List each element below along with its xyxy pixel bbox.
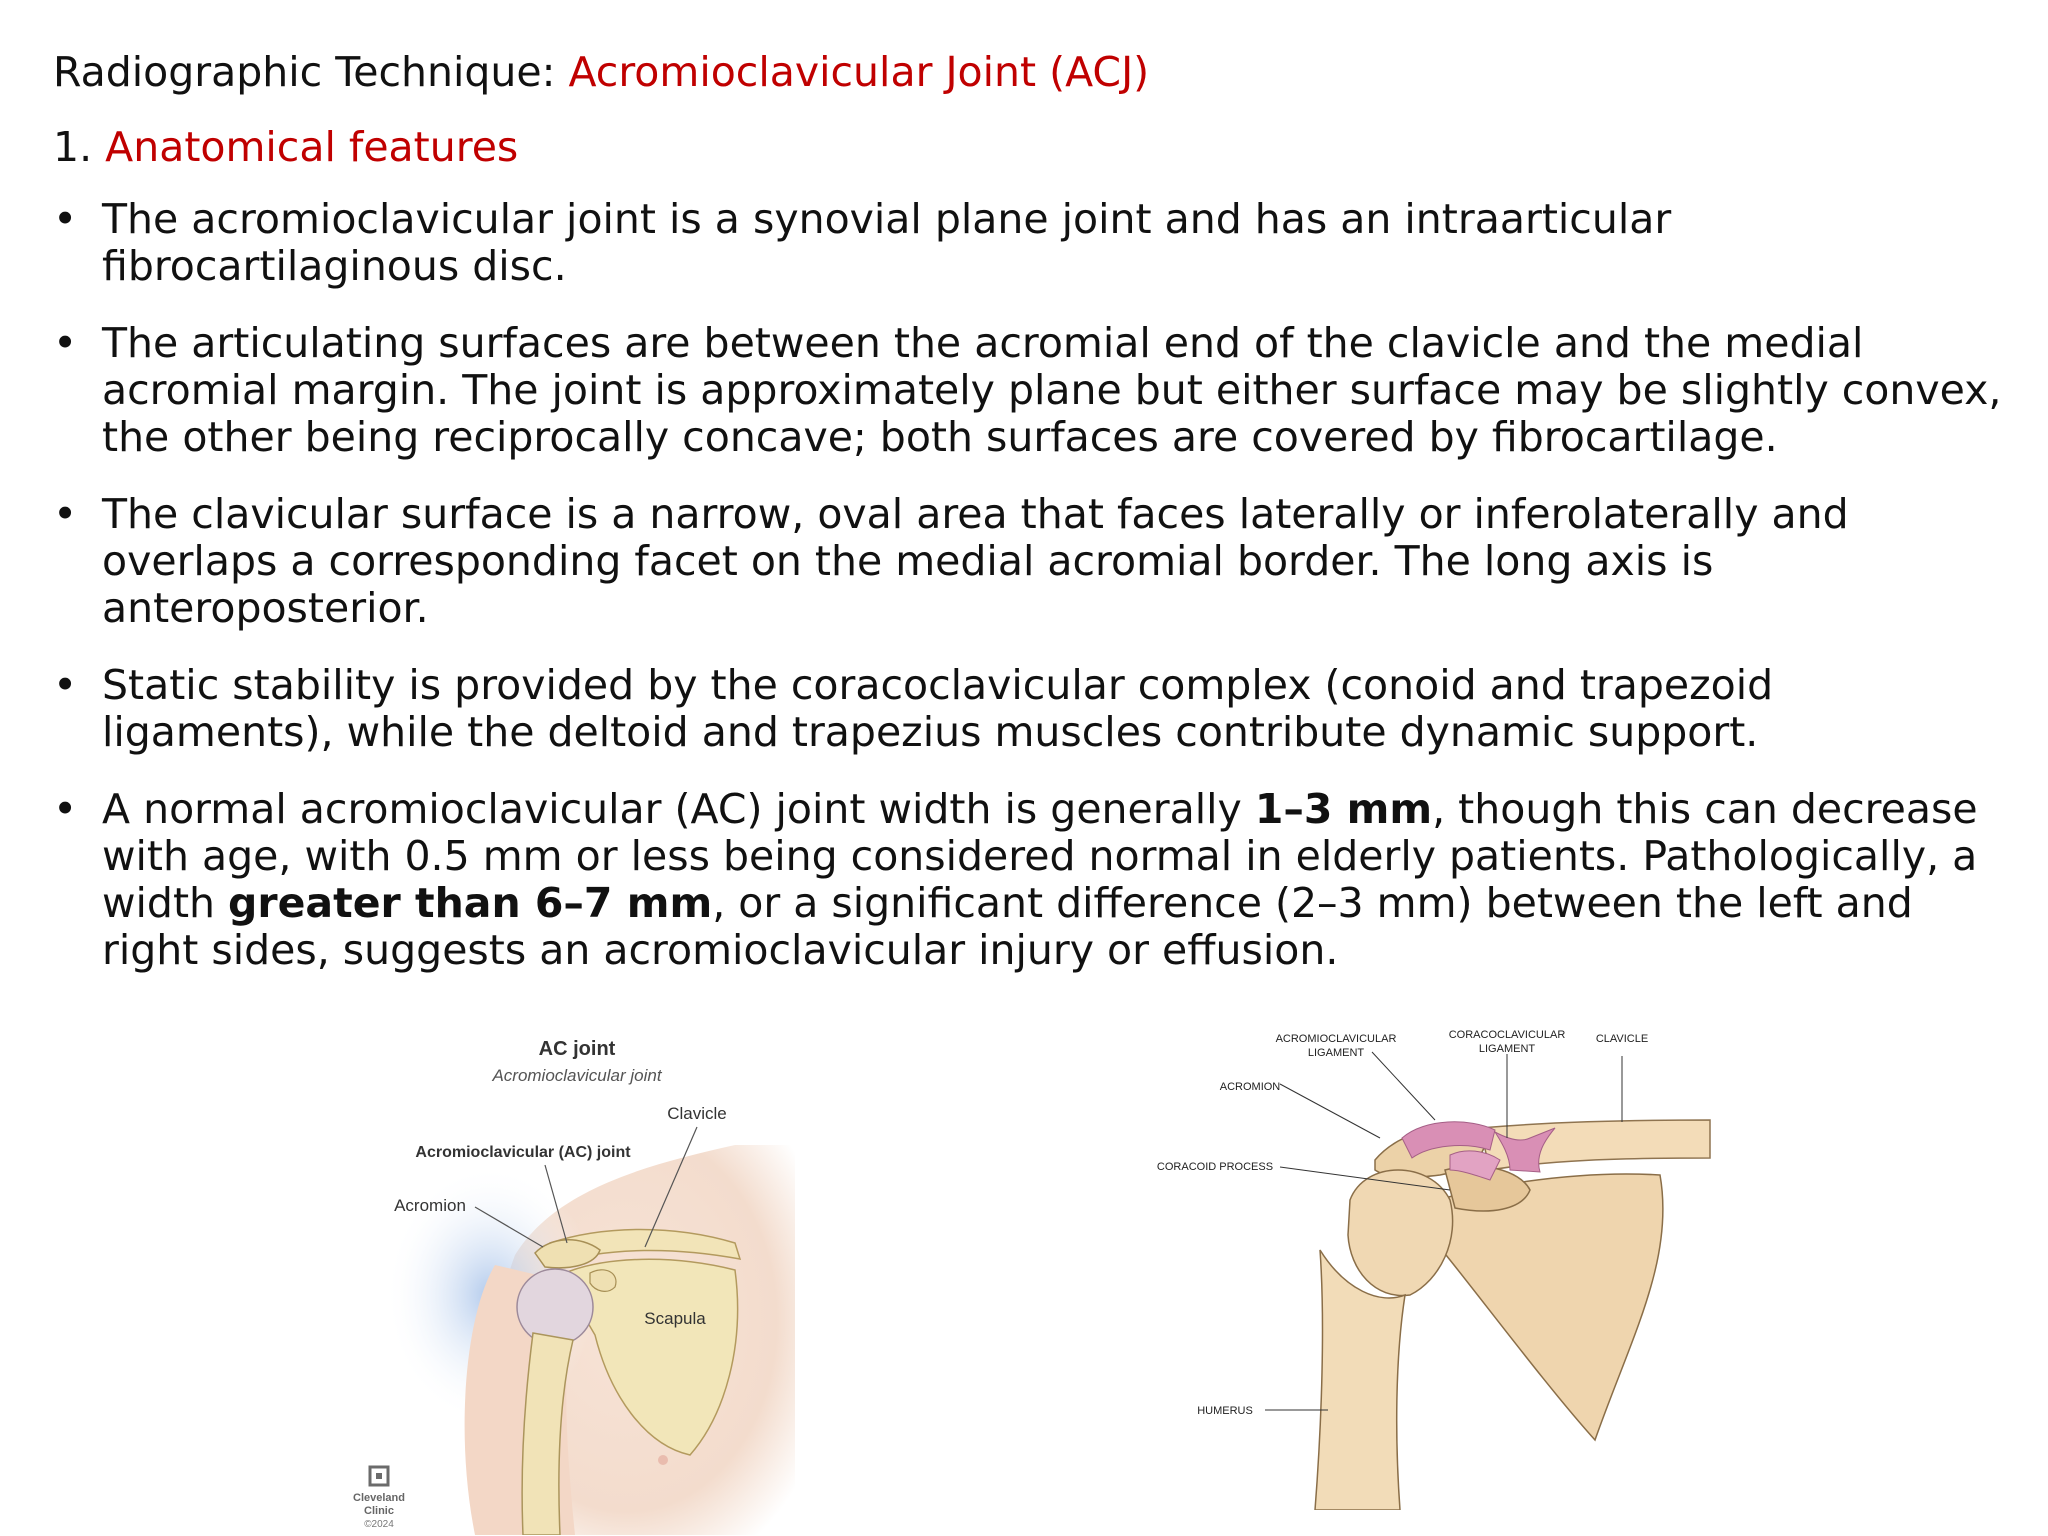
bullet-text-part: , though this can decrease with age, with 0.5 mm or less being considered normal in elderly patients. Pathologically, a width: [102, 785, 1978, 927]
cleveland-clinic-logo: [370, 1467, 388, 1485]
figure-shoulder-ligaments-illustration: [1150, 1020, 1720, 1510]
bullet-marker: •: [53, 785, 78, 833]
figure-title: AC joint: [538, 1038, 616, 1060]
title-prefix: Radiographic Technique:: [53, 48, 569, 96]
label-cc-ligament-line1: CORACOCLAVICULAR: [1448, 1029, 1566, 1041]
bullet-text-part: , or a significant difference (2–3 mm) between the left and right sides, suggests an acromioclavicular injury or effusion.: [102, 879, 1913, 974]
slide-title: [53, 46, 1149, 98]
leader-ac-ligament: [1372, 1052, 1435, 1120]
label-ac-ligament-line1: ACROMIOCLAVICULAR: [1275, 1033, 1397, 1045]
figure-ac-joint-illustration: [345, 1015, 795, 1535]
bullet-text: The articulating surfaces are between the acromial end of the clavicle and the medial acromial margin. The joint is approximately plane but either surface may be slightly convex, the other being reciprocally concave; both surfaces are covered by fibrocartilage.: [102, 319, 2002, 461]
bullet-marker: •: [53, 319, 78, 367]
bullet-item: [53, 491, 2003, 632]
bullet-text: Static stability is provided by the coracoclavicular complex (conoid and trapezoid ligaments), while the deltoid and trapezius muscles contribute dynamic support.: [102, 661, 1774, 756]
bullet-text-part: A normal acromioclavicular (AC) joint width is generally: [102, 785, 1255, 833]
bullet-item: [53, 662, 2003, 756]
label-scapula: Scapula: [644, 1309, 706, 1328]
label-ac-ligament-line2: LIGAMENT: [1307, 1047, 1365, 1059]
bullet-list: [53, 196, 2003, 1004]
bullet-marker: •: [53, 490, 78, 538]
label-coracoid-process: CORACOID PROCESS: [1156, 1161, 1274, 1173]
title-topic: Acromioclavicular Joint (ACJ): [568, 48, 1150, 96]
label-acromion: ACROMION: [1219, 1081, 1281, 1093]
label-humerus: HUMERUS: [1197, 1405, 1253, 1417]
humeral-head: [1348, 1170, 1453, 1296]
humeral-head: [517, 1269, 593, 1345]
bullet-marker: •: [53, 195, 78, 243]
bullet-bold-normal-width: 1–3 mm: [1254, 785, 1433, 833]
label-ac-joint: Acromioclavicular (AC) joint: [415, 1144, 631, 1161]
section-heading: [53, 121, 518, 173]
label-acromion: Acromion: [394, 1196, 466, 1215]
nipple-mark: [658, 1455, 668, 1465]
bullet-bold-pathologic-width: greater than 6–7 mm: [228, 879, 713, 927]
credit-line-3: ©2024: [364, 1519, 394, 1530]
credit-line-2: Clinic: [364, 1505, 394, 1517]
bullet-item: [53, 320, 2003, 461]
leader-acromion: [1280, 1084, 1380, 1138]
label-clavicle: CLAVICLE: [1595, 1033, 1649, 1045]
bullet-text: The clavicular surface is a narrow, oval area that faces laterally or inferolaterally and overlaps a corresponding facet on the medial acromial border. The long axis is anteroposterior.: [102, 490, 1849, 632]
bullet-text: The acromioclavicular joint is a synovial plane joint and has an intraarticular fibrocartilaginous disc.: [102, 195, 1672, 290]
bullet-item: [53, 786, 2003, 974]
bullet-marker: •: [53, 661, 78, 709]
label-cc-ligament-line2: LIGAMENT: [1478, 1043, 1536, 1055]
figure-subtitle: Acromioclavicular joint: [492, 1066, 662, 1085]
section-title: Anatomical features: [105, 123, 519, 171]
bullet-item: [53, 196, 2003, 290]
credit-line-1: Cleveland: [353, 1492, 405, 1504]
label-clavicle: Clavicle: [667, 1104, 727, 1123]
section-number: 1.: [53, 123, 106, 171]
coracoid-bone: [590, 1270, 616, 1292]
